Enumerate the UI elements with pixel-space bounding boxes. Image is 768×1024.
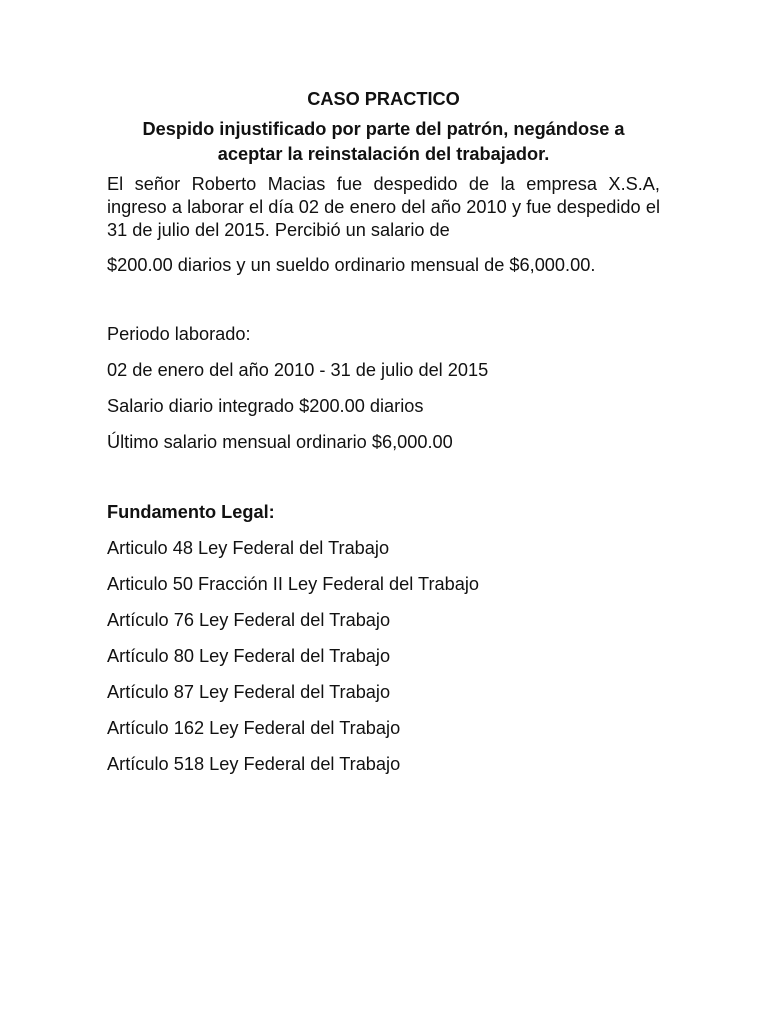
subtitle-line-1: Despido injustificado por parte del patrón, negándose a <box>142 119 625 139</box>
periodo-item: Último salario mensual ordinario $6,000.00 <box>107 432 453 452</box>
article-item: Artículo 87 Ley Federal del Trabajo <box>107 682 391 702</box>
periodo-heading: Periodo laborado: <box>107 324 251 344</box>
intro-continuation: $200.00 diarios y un sueldo ordinario mensual de $6,000.00. <box>107 255 596 275</box>
article-item: Artículo 518 Ley Federal del Trabajo <box>107 754 401 774</box>
periodo-item: Salario diario integrado $200.00 diarios <box>107 396 424 416</box>
article-item: Artículo 76 Ley Federal del Trabajo <box>107 610 391 630</box>
intro-paragraph: El señor Roberto Macias fue despedido de la empresa X.S.A, ingreso a laborar el día 02 de enero del año 2010 y fue despedido el 31 de julio del 2015. Percibió un salario de <box>107 174 660 240</box>
periodo-item: 02 de enero del año 2010 - 31 de julio del 2015 <box>107 360 489 380</box>
fundamento-heading: Fundamento Legal: <box>107 502 275 522</box>
article-item: Articulo 48 Ley Federal del Trabajo <box>107 538 390 558</box>
document-page <box>107 88 660 776</box>
subtitle-line-2: aceptar la reinstalación del trabajador. <box>217 144 550 164</box>
article-item: Articulo 50 Fracción II Ley Federal del Trabajo <box>107 574 480 594</box>
article-item: Artículo 162 Ley Federal del Trabajo <box>107 718 401 738</box>
document-subtitle <box>107 117 660 167</box>
article-item: Artículo 80 Ley Federal del Trabajo <box>107 646 391 666</box>
document-title: CASO PRACTICO <box>307 89 460 109</box>
